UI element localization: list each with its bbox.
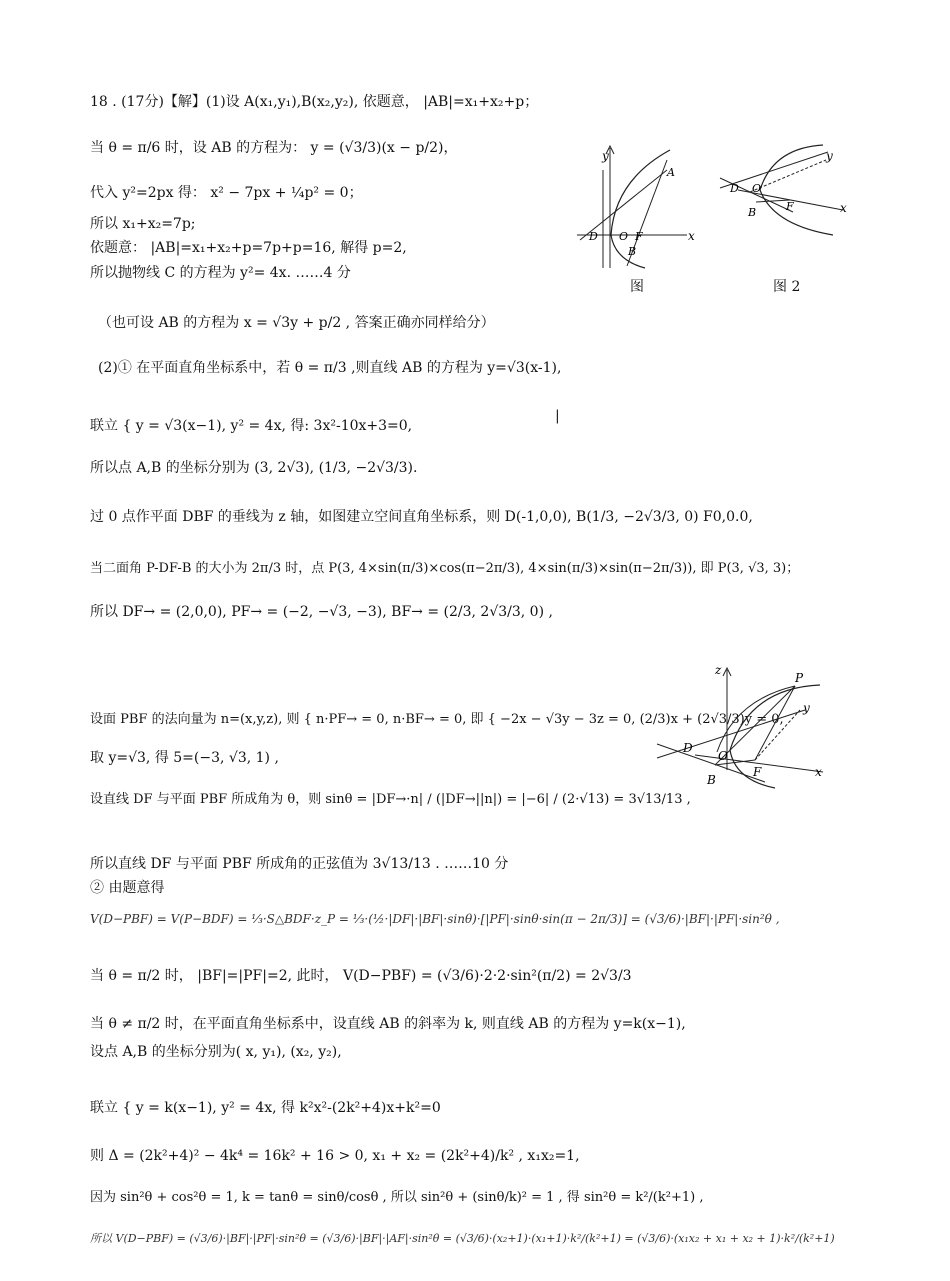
figure-3-diagram (655, 660, 830, 790)
fig2-label-x: x (840, 201, 847, 215)
fig2-label-o: O (752, 182, 762, 195)
fig2-dashed (750, 160, 826, 192)
figure-2 (718, 140, 858, 295)
fig1-label-f: F (635, 230, 643, 243)
fig3-label-d: D (683, 741, 693, 755)
line-vectors: 所以 DF→ = (2,0,0), PF→ = (−2, −√3, −3), BF→ = (2/3, 2√3/3, 0) , (90, 604, 553, 620)
fig3-label-o: O (718, 749, 728, 763)
fig3-label-z: z (715, 663, 722, 677)
line-points-ab: 所以点 A,B 的坐标分别为 (3, 2√3), (1/3, −2√3/3). (90, 460, 418, 476)
line-problem-header: 18 . (17分)【解】(1)设 A(x₁,y₁),B(x₂,y₂), 依题意， |AB|=x₁+x₂+p； (90, 94, 539, 110)
fig1-label-a: A (667, 166, 675, 179)
line-solve-p: 依题意： |AB|=x₁+x₂+p=7p+p=16, 解得 p=2, (90, 240, 407, 256)
line-part2-intro: (2)① 在平面直角坐标系中，若 θ = π/3 ,则直线 AB 的方程为 y=√3(x-1), (98, 360, 562, 376)
line-substitute: 代入 y²=2px 得： x² − 7px + ¼p² = 0； (90, 185, 363, 201)
fig3-label-x: x (815, 765, 822, 779)
line-normal-vector: 设面 PBF 的法向量为 n=(x,y,z), 则 { n·PF→ = 0, n·BF→ = 0, 即 { −2x − √3y − 3z = 0, (2/3)x + (2√3/3)y = 0, (90, 712, 784, 727)
line-ab-equation: 当 θ = π/6 时，设 AB 的方程为： y = (√3/3)(x − p/2)， (90, 140, 458, 156)
line-point-p: 当二面角 P-DF-B 的大小为 2π/3 时，点 P(3, 4×sin(π/3)×cos(π−2π/3), 4×sin(π/3)×sin(π−2π/3)), 即 P(3, √3, 3)； (90, 561, 800, 576)
fig2-segment (756, 200, 790, 202)
line-volume-final: 所以 V(D−PBF) = (√3/6)·|BF|·|PF|·sin²θ = (√3/6)·|BF|·|AF|·sin²θ = (√3/6)·(x₂+1)·(x₁+1)·k²/(k²+1) = (√3/6)·(x₁x₂ + x₁ + x₂ + 1)·k²/(k²+1) (90, 1232, 835, 1245)
fig2-label-d: D (730, 182, 739, 195)
line-part2b-intro: ② 由题意得 (90, 880, 165, 896)
figure-2-diagram (718, 140, 858, 240)
line-alternative: （也可设 AB 的方程为 x = √3y + p/2 , 答案正确亦同样给分） (98, 315, 495, 331)
figure-2-caption: 图 2 (773, 279, 801, 295)
stray-mark: | (555, 408, 560, 424)
fig2-label-y: y (826, 149, 833, 163)
line-take-y: 取 y=√3, 得 5=(−3, √3, 1) , (90, 750, 279, 766)
fig3-arc (717, 686, 795, 752)
fig1-label-b: B (628, 245, 637, 258)
line-coordinate-system: 过 0 点作平面 DBF 的垂线为 z 轴，如图建立空间直角坐标系，则 D(-1,0,0), B(1/3, −2√3/3, 0) F0,0.0, (90, 509, 753, 525)
line-case-slope: 当 θ ≠ π/2 时，在平面直角坐标系中，设直线 AB 的斜率为 k, 则直线 AB 的方程为 y=k(x−1), (90, 1016, 686, 1032)
line-discriminant: 则 Δ = (2k²+4)² − 4k⁴ = 16k² + 16 > 0, x₁ + x₂ = (2k²+4)/k² , x₁x₂=1, (90, 1148, 580, 1164)
fig2-label-f: F (786, 200, 794, 213)
fig1-label-d: D (589, 230, 598, 243)
fig1-label-o: O (619, 230, 629, 243)
line-system-2: 联立 { y = k(x−1), y² = 4x, 得 k²x²-(2k²+4)x+k²=0 (90, 1100, 441, 1116)
fig2-parabola (760, 145, 833, 235)
fig3-label-f: F (753, 765, 762, 779)
figure-3 (655, 660, 830, 790)
line-system-1: 联立 { y = √3(x−1), y² = 4x, 得: 3x²-10x+3=0, (90, 418, 413, 434)
line-case-right-angle: 当 θ = π/2 时， |BF|=|PF|=2, 此时， V(D−PBF) = (√3/6)·2·2·sin²(π/2) = 2√3/3 (90, 968, 632, 984)
line-sin-squared: 因为 sin²θ + cos²θ = 1, k = tanθ = sinθ/cosθ , 所以 sin²θ + (sinθ/k)² = 1 , 得 sin²θ = k²/(k²+1) , (90, 1190, 704, 1205)
line-parabola-result: 所以抛物线 C 的方程为 y²= 4x. ……4 分 (90, 265, 351, 281)
figure-1 (575, 140, 705, 295)
figure-1-caption: 图 (630, 279, 644, 295)
fig1-label-x: x (688, 229, 695, 243)
fig1-parabola (611, 150, 670, 268)
fig3-line-1 (657, 710, 805, 758)
fig2-label-b: B (748, 206, 757, 219)
line-sin-theta: 设直线 DF 与平面 PBF 所成角为 θ，则 sinθ = |DF→·n| / (|DF→||n|) = |−6| / (2·√13) = 3√13/13 , (90, 792, 691, 807)
line-volume-formula: V(D−PBF) = V(P−BDF) = ⅓·S△BDF·z_P = ⅓·(½·|DF|·|BF|·sinθ)·[|PF|·sinθ·sin(π − 2π/3)] = (√3/6)·|BF|·|PF|·sin²θ , (90, 912, 780, 926)
figure-1-diagram (575, 140, 705, 270)
line-points-coords: 设点 A,B 的坐标分别为( x, y₁), (x₂, y₂), (90, 1044, 342, 1060)
fig3-label-y: y (803, 701, 810, 715)
fig3-pf (755, 686, 795, 760)
fig1-label-y: y (602, 149, 609, 163)
fig3-label-p: P (795, 671, 804, 685)
line-sum-x: 所以 x₁+x₂=7p; (90, 216, 196, 232)
line-sin-value: 所以直线 DF 与平面 PBF 所成角的正弦值为 3√13/13 . ……10 分 (90, 856, 509, 872)
fig3-label-b: B (707, 773, 716, 787)
